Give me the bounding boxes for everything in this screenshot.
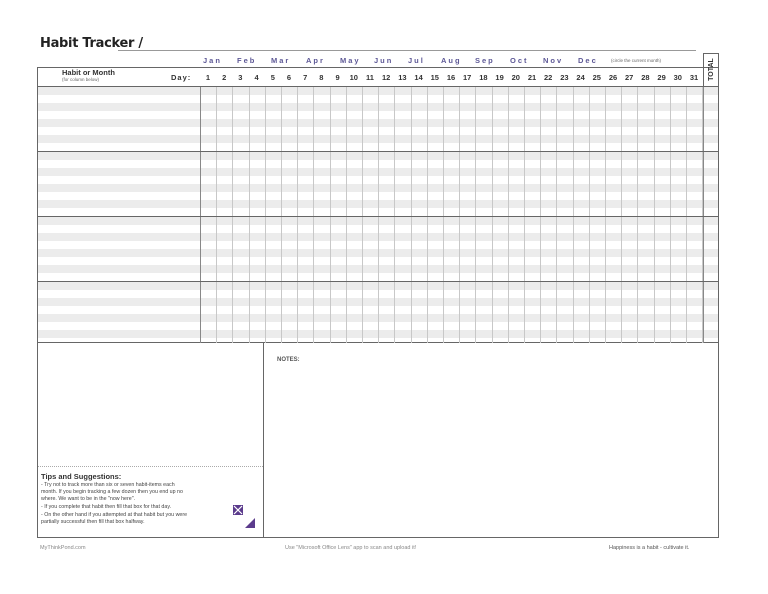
month-apr: Apr [306, 56, 325, 65]
day-17: 17 [463, 73, 472, 82]
month-sep: Sep [475, 56, 495, 65]
day-7: 7 [303, 73, 308, 82]
bottom-divider [263, 343, 264, 538]
day-column-line [637, 86, 638, 343]
day-column-line [200, 86, 201, 343]
day-column-line [394, 86, 395, 343]
day-9: 9 [335, 73, 340, 82]
total-label: TOTAL [707, 57, 715, 81]
page-title: Habit Tracker / [40, 36, 143, 51]
day-column-line [232, 86, 233, 343]
month-may: May [340, 56, 361, 65]
day-column-line [249, 86, 250, 343]
day-28: 28 [641, 73, 650, 82]
tips-title: Tips and Suggestions: [41, 472, 122, 481]
month-mar: Mar [271, 56, 291, 65]
group-divider [38, 151, 718, 152]
day-column-line [654, 86, 655, 343]
tip-line: month. If you begin tracking a few dozen then you end up no [41, 489, 183, 495]
tips-divider [38, 466, 263, 467]
day-2: 2 [222, 73, 227, 82]
day-label: Day: [171, 73, 192, 82]
month-jul: Jul [408, 56, 425, 65]
day-column-line [346, 86, 347, 343]
day-column-line [216, 86, 217, 343]
day-23: 23 [560, 73, 569, 82]
day-column-line [362, 86, 363, 343]
day-column-line [605, 86, 606, 343]
day-column-line [686, 86, 687, 343]
day-column-line [703, 86, 704, 343]
day-27: 27 [625, 73, 634, 82]
day-column-line [427, 86, 428, 343]
day-13: 13 [398, 73, 407, 82]
day-11: 11 [366, 73, 374, 82]
day-column-line [330, 86, 331, 343]
day-15: 15 [430, 73, 439, 82]
month-oct: Oct [510, 56, 529, 65]
tip-line: partially successful then fill that box halfway. [41, 519, 145, 525]
day-30: 30 [673, 73, 682, 82]
day-4: 4 [254, 73, 259, 82]
footer-scan-note: Use "Microsoft Office Lens" app to scan and upload it! [285, 545, 417, 551]
day-8: 8 [319, 73, 324, 82]
day-14: 14 [414, 73, 423, 82]
day-column-line [524, 86, 525, 343]
day-column-line [508, 86, 509, 343]
day-18: 18 [479, 73, 488, 82]
day-31: 31 [689, 73, 699, 82]
filled-box-icon [233, 505, 243, 515]
notes-label: NOTES: [277, 357, 300, 363]
month-feb: Feb [237, 56, 257, 65]
day-column-line [475, 86, 476, 343]
day-3: 3 [238, 73, 243, 82]
day-column-line [573, 86, 574, 343]
day-column-line [265, 86, 266, 343]
day-column-line [459, 86, 460, 343]
day-column-line [492, 86, 493, 343]
half-filled-box-icon [245, 518, 255, 528]
tip-line: where. We want to be in the "now here". [41, 496, 136, 502]
group-divider [38, 216, 718, 217]
month-jan: Jan [203, 56, 222, 65]
day-column-line [378, 86, 379, 343]
month-nov: Nov [543, 56, 564, 65]
day-column-line [556, 86, 557, 343]
day-column-line [297, 86, 298, 343]
day-20: 20 [511, 73, 520, 82]
day-column-line [443, 86, 444, 343]
month-dec: Dec [578, 56, 598, 65]
day-19: 19 [495, 73, 504, 82]
day-column-line [670, 86, 671, 343]
day-column-line [313, 86, 314, 343]
habit-column-label: Habit or Month [62, 68, 115, 77]
day-25: 25 [592, 73, 601, 82]
title-underline [118, 50, 696, 51]
day-column-line [540, 86, 541, 343]
tip-line: - On the other hand if you attempted at that habit but you were [41, 512, 188, 518]
day-21: 21 [527, 73, 537, 82]
group-divider [38, 86, 718, 87]
month-jun: Jun [374, 56, 394, 65]
day-5: 5 [270, 73, 275, 82]
day-column-line [411, 86, 412, 343]
day-12: 12 [382, 73, 391, 82]
month-note: (circle the current month) [611, 58, 662, 63]
footer-tagline: Happiness is a habit - cultivate it. [609, 545, 690, 551]
day-26: 26 [608, 73, 618, 82]
day-29: 29 [657, 73, 666, 82]
tip-line: - Try not to track more than six or seven habit-items each [41, 482, 175, 488]
day-1: 1 [205, 73, 211, 82]
group-divider [38, 281, 718, 282]
habit-column-sublabel: (for column below) [62, 77, 100, 82]
tip-line: - If you complete that habit then fill that box for that day. [41, 504, 172, 510]
day-column-line [281, 86, 282, 343]
day-column-line [589, 86, 590, 343]
month-aug: Aug [441, 56, 462, 65]
day-22: 22 [544, 73, 553, 82]
day-24: 24 [576, 73, 585, 82]
day-16: 16 [446, 73, 456, 82]
day-10: 10 [349, 73, 358, 82]
day-column-line [621, 86, 622, 343]
footer-site: MyThinkPond.com [40, 545, 86, 551]
day-6: 6 [286, 73, 292, 82]
